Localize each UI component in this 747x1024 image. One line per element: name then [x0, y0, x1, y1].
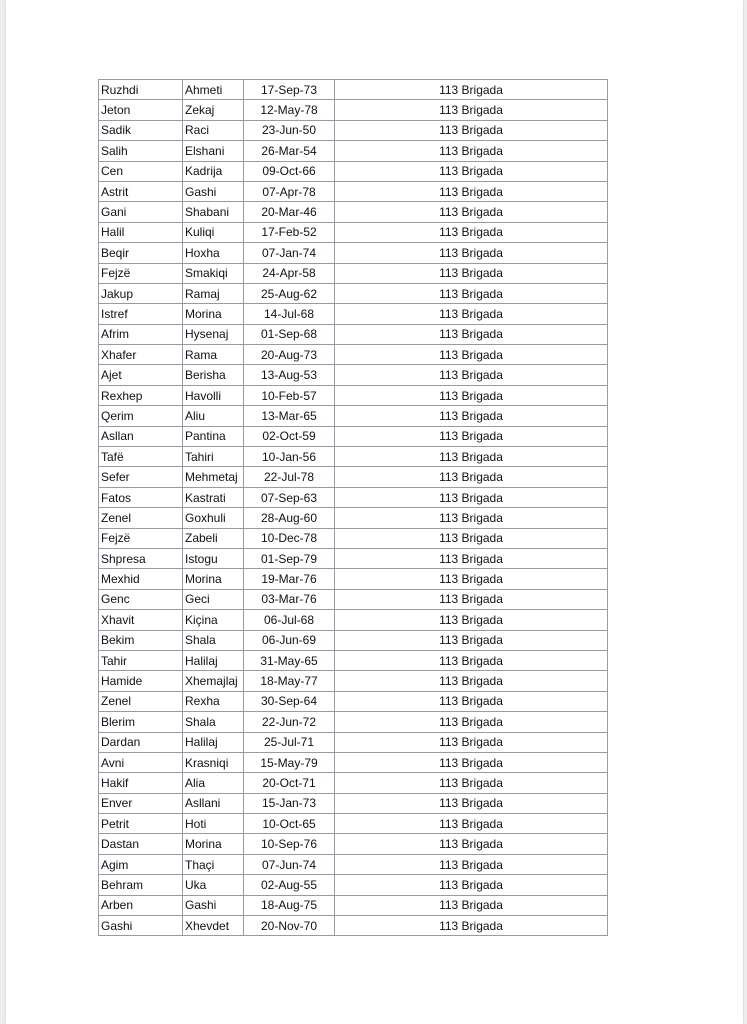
last-name-cell: Morina [183, 569, 244, 589]
unit-cell: 113 Brigada [335, 854, 608, 874]
first-name-cell: Sadik [99, 120, 183, 140]
first-name-cell: Bekim [99, 630, 183, 650]
last-name-cell: Morina [183, 304, 244, 324]
unit-cell: 113 Brigada [335, 814, 608, 834]
last-name-cell: Shabani [183, 202, 244, 222]
first-name-cell: Hakif [99, 773, 183, 793]
birth-date-cell: 07-Sep-63 [244, 487, 335, 507]
birth-date-cell: 06-Jun-69 [244, 630, 335, 650]
last-name-cell: Ramaj [183, 283, 244, 303]
last-name-cell: Krasniqi [183, 752, 244, 772]
first-name-cell: Asllan [99, 426, 183, 446]
first-name-cell: Blerim [99, 712, 183, 732]
first-name-cell: Arben [99, 895, 183, 915]
first-name-cell: Istref [99, 304, 183, 324]
unit-cell: 113 Brigada [335, 793, 608, 813]
birth-date-cell: 22-Jul-78 [244, 467, 335, 487]
last-name-cell: Kuliqi [183, 222, 244, 242]
table-row [99, 630, 608, 650]
last-name-cell: Berisha [183, 365, 244, 385]
last-name-cell: Zekaj [183, 100, 244, 120]
first-name-cell: Enver [99, 793, 183, 813]
unit-cell: 113 Brigada [335, 895, 608, 915]
unit-cell: 113 Brigada [335, 589, 608, 609]
unit-cell: 113 Brigada [335, 100, 608, 120]
first-name-cell: Salih [99, 141, 183, 161]
table-row [99, 80, 608, 100]
last-name-cell: Mehmetaj [183, 467, 244, 487]
table-row [99, 589, 608, 609]
birth-date-cell: 28-Aug-60 [244, 508, 335, 528]
last-name-cell: Gashi [183, 181, 244, 201]
table-row [99, 447, 608, 467]
birth-date-cell: 20-Aug-73 [244, 345, 335, 365]
last-name-cell: Xhemajlaj [183, 671, 244, 691]
first-name-cell: Dastan [99, 834, 183, 854]
roster-table [98, 79, 608, 936]
last-name-cell: Gashi [183, 895, 244, 915]
birth-date-cell: 25-Jul-71 [244, 732, 335, 752]
unit-cell: 113 Brigada [335, 222, 608, 242]
last-name-cell: Zabeli [183, 528, 244, 548]
table-row [99, 365, 608, 385]
unit-cell: 113 Brigada [335, 569, 608, 589]
unit-cell: 113 Brigada [335, 630, 608, 650]
last-name-cell: Asllani [183, 793, 244, 813]
first-name-cell: Mexhid [99, 569, 183, 589]
first-name-cell: Jeton [99, 100, 183, 120]
last-name-cell: Morina [183, 834, 244, 854]
last-name-cell: Ahmeti [183, 80, 244, 100]
table-row [99, 569, 608, 589]
last-name-cell: Hysenaj [183, 324, 244, 344]
birth-date-cell: 22-Jun-72 [244, 712, 335, 732]
first-name-cell: Behram [99, 875, 183, 895]
unit-cell: 113 Brigada [335, 263, 608, 283]
last-name-cell: Smakiqi [183, 263, 244, 283]
last-name-cell: Havolli [183, 385, 244, 405]
first-name-cell: Halil [99, 222, 183, 242]
last-name-cell: Rama [183, 345, 244, 365]
last-name-cell: Alia [183, 773, 244, 793]
last-name-cell: Kiçina [183, 610, 244, 630]
table-row [99, 324, 608, 344]
unit-cell: 113 Brigada [335, 467, 608, 487]
document-page [6, 0, 743, 1024]
last-name-cell: Shala [183, 712, 244, 732]
first-name-cell: Genc [99, 589, 183, 609]
unit-cell: 113 Brigada [335, 610, 608, 630]
unit-cell: 113 Brigada [335, 916, 608, 936]
first-name-cell: Gani [99, 202, 183, 222]
first-name-cell: Gashi [99, 916, 183, 936]
first-name-cell: Ajet [99, 365, 183, 385]
table-row [99, 100, 608, 120]
table-row [99, 508, 608, 528]
last-name-cell: Hoxha [183, 243, 244, 263]
birth-date-cell: 18-Aug-75 [244, 895, 335, 915]
unit-cell: 113 Brigada [335, 712, 608, 732]
unit-cell: 113 Brigada [335, 345, 608, 365]
table-row [99, 345, 608, 365]
unit-cell: 113 Brigada [335, 548, 608, 568]
birth-date-cell: 09-Oct-66 [244, 161, 335, 181]
table-row [99, 834, 608, 854]
first-name-cell: Xhafer [99, 345, 183, 365]
table-row [99, 161, 608, 181]
table-row [99, 895, 608, 915]
birth-date-cell: 10-Oct-65 [244, 814, 335, 834]
birth-date-cell: 01-Sep-79 [244, 548, 335, 568]
unit-cell: 113 Brigada [335, 243, 608, 263]
last-name-cell: Hoti [183, 814, 244, 834]
unit-cell: 113 Brigada [335, 80, 608, 100]
birth-date-cell: 30-Sep-64 [244, 691, 335, 711]
unit-cell: 113 Brigada [335, 487, 608, 507]
unit-cell: 113 Brigada [335, 426, 608, 446]
table-row [99, 875, 608, 895]
unit-cell: 113 Brigada [335, 834, 608, 854]
birth-date-cell: 23-Jun-50 [244, 120, 335, 140]
unit-cell: 113 Brigada [335, 752, 608, 772]
birth-date-cell: 07-Jan-74 [244, 243, 335, 263]
birth-date-cell: 10-Dec-78 [244, 528, 335, 548]
birth-date-cell: 25-Aug-62 [244, 283, 335, 303]
unit-cell: 113 Brigada [335, 691, 608, 711]
table-row [99, 222, 608, 242]
unit-cell: 113 Brigada [335, 671, 608, 691]
unit-cell: 113 Brigada [335, 773, 608, 793]
first-name-cell: Agim [99, 854, 183, 874]
birth-date-cell: 14-Jul-68 [244, 304, 335, 324]
unit-cell: 113 Brigada [335, 304, 608, 324]
table-row [99, 406, 608, 426]
unit-cell: 113 Brigada [335, 508, 608, 528]
last-name-cell: Aliu [183, 406, 244, 426]
table-row [99, 487, 608, 507]
unit-cell: 113 Brigada [335, 181, 608, 201]
unit-cell: 113 Brigada [335, 161, 608, 181]
birth-date-cell: 24-Apr-58 [244, 263, 335, 283]
table-row [99, 671, 608, 691]
birth-date-cell: 19-Mar-76 [244, 569, 335, 589]
unit-cell: 113 Brigada [335, 141, 608, 161]
table-row [99, 141, 608, 161]
table-row [99, 691, 608, 711]
table-row [99, 426, 608, 446]
last-name-cell: Kastrati [183, 487, 244, 507]
birth-date-cell: 20-Mar-46 [244, 202, 335, 222]
first-name-cell: Jakup [99, 283, 183, 303]
last-name-cell: Kadrija [183, 161, 244, 181]
first-name-cell: Fejzë [99, 263, 183, 283]
table-row [99, 732, 608, 752]
last-name-cell: Thaçi [183, 854, 244, 874]
birth-date-cell: 15-May-79 [244, 752, 335, 772]
first-name-cell: Afrim [99, 324, 183, 344]
last-name-cell: Istogu [183, 548, 244, 568]
birth-date-cell: 18-May-77 [244, 671, 335, 691]
first-name-cell: Tafë [99, 447, 183, 467]
first-name-cell: Zenel [99, 508, 183, 528]
birth-date-cell: 02-Oct-59 [244, 426, 335, 446]
first-name-cell: Dardan [99, 732, 183, 752]
table-row [99, 916, 608, 936]
table-row [99, 385, 608, 405]
birth-date-cell: 03-Mar-76 [244, 589, 335, 609]
last-name-cell: Goxhuli [183, 508, 244, 528]
first-name-cell: Avni [99, 752, 183, 772]
first-name-cell: Sefer [99, 467, 183, 487]
unit-cell: 113 Brigada [335, 528, 608, 548]
birth-date-cell: 01-Sep-68 [244, 324, 335, 344]
table-row [99, 773, 608, 793]
last-name-cell: Tahiri [183, 447, 244, 467]
birth-date-cell: 31-May-65 [244, 650, 335, 670]
table-row [99, 712, 608, 732]
table-row [99, 610, 608, 630]
table-row [99, 752, 608, 772]
first-name-cell: Hamide [99, 671, 183, 691]
unit-cell: 113 Brigada [335, 385, 608, 405]
birth-date-cell: 20-Nov-70 [244, 916, 335, 936]
first-name-cell: Ruzhdi [99, 80, 183, 100]
last-name-cell: Xhevdet [183, 916, 244, 936]
table-row [99, 243, 608, 263]
table-row [99, 528, 608, 548]
last-name-cell: Raci [183, 120, 244, 140]
unit-cell: 113 Brigada [335, 365, 608, 385]
last-name-cell: Halilaj [183, 732, 244, 752]
birth-date-cell: 07-Jun-74 [244, 854, 335, 874]
first-name-cell: Zenel [99, 691, 183, 711]
table-row [99, 202, 608, 222]
first-name-cell: Fejzë [99, 528, 183, 548]
birth-date-cell: 17-Sep-73 [244, 80, 335, 100]
first-name-cell: Petrit [99, 814, 183, 834]
last-name-cell: Geci [183, 589, 244, 609]
last-name-cell: Uka [183, 875, 244, 895]
birth-date-cell: 20-Oct-71 [244, 773, 335, 793]
last-name-cell: Rexha [183, 691, 244, 711]
last-name-cell: Elshani [183, 141, 244, 161]
unit-cell: 113 Brigada [335, 447, 608, 467]
birth-date-cell: 06-Jul-68 [244, 610, 335, 630]
birth-date-cell: 17-Feb-52 [244, 222, 335, 242]
first-name-cell: Xhavit [99, 610, 183, 630]
unit-cell: 113 Brigada [335, 120, 608, 140]
unit-cell: 113 Brigada [335, 650, 608, 670]
unit-cell: 113 Brigada [335, 875, 608, 895]
table-row [99, 120, 608, 140]
birth-date-cell: 07-Apr-78 [244, 181, 335, 201]
unit-cell: 113 Brigada [335, 283, 608, 303]
birth-date-cell: 26-Mar-54 [244, 141, 335, 161]
birth-date-cell: 10-Feb-57 [244, 385, 335, 405]
table-row [99, 181, 608, 201]
table-row [99, 814, 608, 834]
first-name-cell: Cen [99, 161, 183, 181]
roster-table-body [99, 80, 608, 936]
unit-cell: 113 Brigada [335, 406, 608, 426]
first-name-cell: Fatos [99, 487, 183, 507]
table-row [99, 304, 608, 324]
table-row [99, 548, 608, 568]
first-name-cell: Qerim [99, 406, 183, 426]
birth-date-cell: 10-Sep-76 [244, 834, 335, 854]
birth-date-cell: 10-Jan-56 [244, 447, 335, 467]
table-row [99, 467, 608, 487]
unit-cell: 113 Brigada [335, 732, 608, 752]
first-name-cell: Astrit [99, 181, 183, 201]
first-name-cell: Beqir [99, 243, 183, 263]
birth-date-cell: 15-Jan-73 [244, 793, 335, 813]
first-name-cell: Shpresa [99, 548, 183, 568]
table-row [99, 650, 608, 670]
table-row [99, 854, 608, 874]
first-name-cell: Rexhep [99, 385, 183, 405]
last-name-cell: Halilaj [183, 650, 244, 670]
birth-date-cell: 02-Aug-55 [244, 875, 335, 895]
table-row [99, 263, 608, 283]
unit-cell: 113 Brigada [335, 202, 608, 222]
last-name-cell: Shala [183, 630, 244, 650]
birth-date-cell: 13-Aug-53 [244, 365, 335, 385]
first-name-cell: Tahir [99, 650, 183, 670]
last-name-cell: Pantina [183, 426, 244, 446]
birth-date-cell: 12-May-78 [244, 100, 335, 120]
unit-cell: 113 Brigada [335, 324, 608, 344]
birth-date-cell: 13-Mar-65 [244, 406, 335, 426]
table-row [99, 283, 608, 303]
table-row [99, 793, 608, 813]
